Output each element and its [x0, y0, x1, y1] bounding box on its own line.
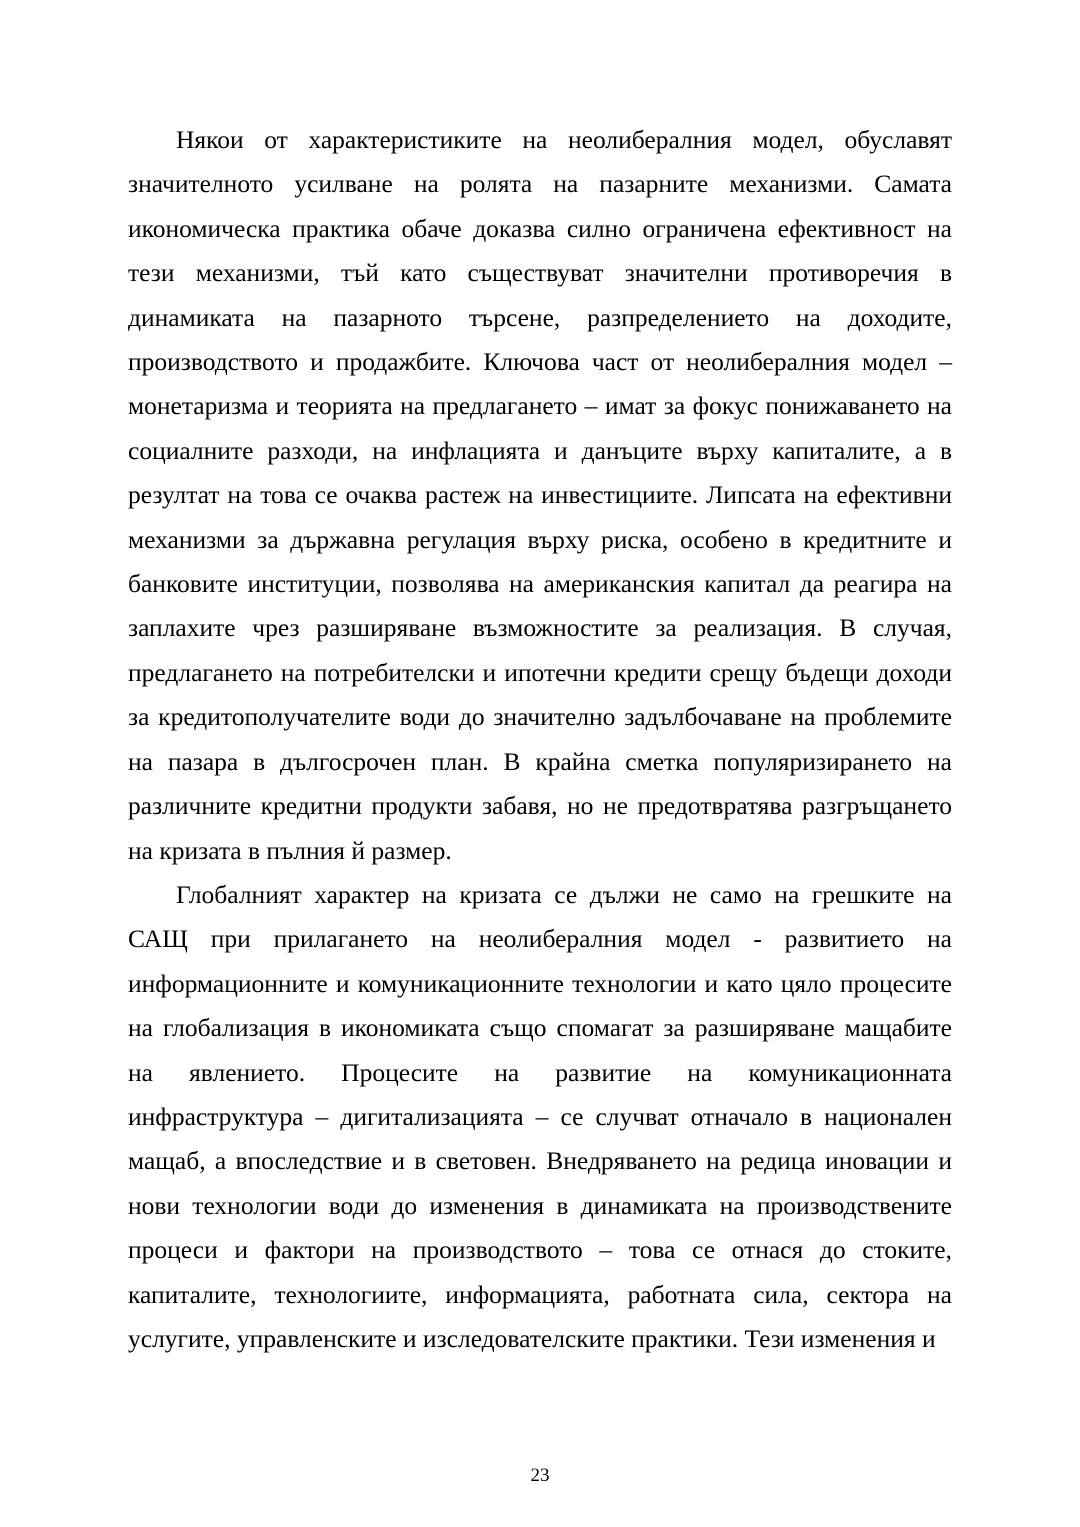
page-number: 23 — [530, 1465, 550, 1486]
paragraph-2: Глобалният характер на кризата се дължи не само на грешките на САЩ при прилагането на неолибералния модел - развитието на информационните и комуникационните технологии и като цяло процесите на глобализация в икономиката също спомагат за разширяване мащабите на явлението. Процесите на развитие на комуникационната инфраструктура – дигитализацията – се случват отначало в национален мащаб, а впоследствие и в световен. Внедряването на редица иновации и нови технологии води до изменения в динамиката на производствените процеси и фактори на производството – това се отнася до стоките, капиталите, технологиите, информацията, работната сила, сектора на услугите, управленските и изследователските практики. Тези изменения и — [128, 879, 952, 1353]
paragraph-1: Някои от характеристиките на неолибералния модел, обуславят значителното усилване на ролята на пазарните механизми. Самата икономическа практика обаче доказва силно ограничена ефективност на тези механизми, тъй като съществуват значителни противоречия в динамиката на пазарното търсене, разпределението на доходите, производството и продажбите. Ключова част от неолибералния модел – монетаризма и теорията на предлагането – имат за фокус понижаването на социалните разходи, на инфлацията и данъците върху капиталите, а в резултат на това се очаква растеж на инвестициите. Липсата на ефективни механизми за държавна регулация върху риска, особено в кредитните и банковите институции, позволява на американския капитал да реагира на заплахите чрез разширяване възможностите за реализация. В случая, предлагането на потребителски и ипотечни кредити срещу бъдещи доходи за кредитополучателите води до значително задълбочаване на проблемите на пазара в дългосрочен план. В крайна сметка популяризирането на различните кредитни продукти забавя, но не предотвратява разгръщането на кризата в пълния й размер. — [128, 125, 952, 865]
